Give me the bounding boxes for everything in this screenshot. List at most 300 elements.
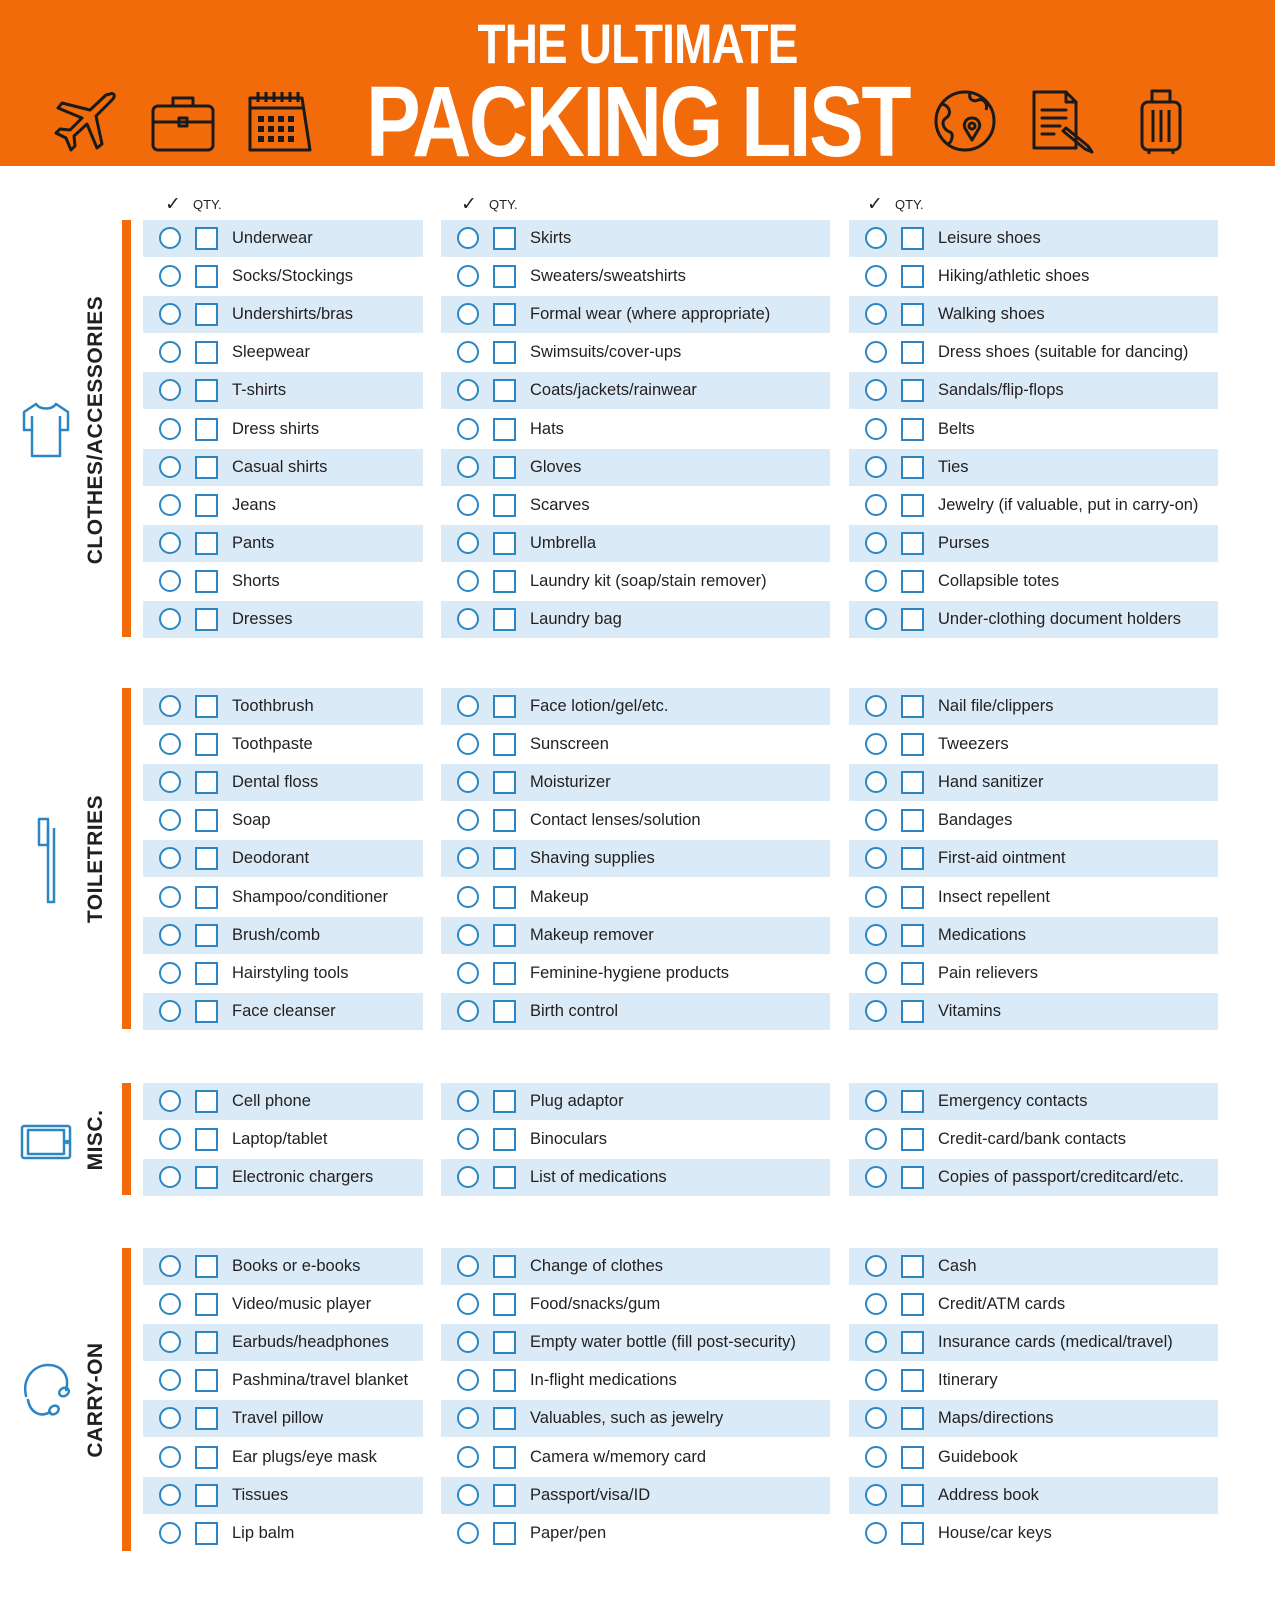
item-label: House/car keys <box>938 1523 1052 1542</box>
quantity-box[interactable] <box>195 456 218 479</box>
packed-checkbox[interactable] <box>865 924 887 946</box>
packed-checkbox[interactable] <box>159 1522 181 1544</box>
packed-checkbox[interactable] <box>457 494 479 516</box>
quantity-box[interactable] <box>493 608 516 631</box>
packed-checkbox[interactable] <box>159 265 181 287</box>
packed-checkbox[interactable] <box>865 1255 887 1277</box>
quantity-box[interactable] <box>901 847 924 870</box>
packed-checkbox[interactable] <box>457 1331 479 1353</box>
packed-checkbox[interactable] <box>865 1331 887 1353</box>
quantity-box[interactable] <box>493 1522 516 1545</box>
packed-checkbox[interactable] <box>865 1484 887 1506</box>
item-label: Guidebook <box>938 1447 1018 1466</box>
list-item <box>849 601 1218 638</box>
packed-checkbox[interactable] <box>865 1166 887 1188</box>
item-label: Gloves <box>530 457 582 476</box>
quantity-box[interactable] <box>901 1293 924 1316</box>
packed-checkbox[interactable] <box>457 809 479 831</box>
quantity-box[interactable] <box>493 418 516 441</box>
airplane-icon <box>52 88 118 154</box>
packed-checkbox[interactable] <box>159 1090 181 1112</box>
quantity-box[interactable] <box>901 1090 924 1113</box>
packed-checkbox[interactable] <box>457 1446 479 1468</box>
section-accent-bar <box>122 1248 131 1551</box>
item-label: Toothbrush <box>232 697 314 715</box>
packed-checkbox[interactable] <box>865 303 887 325</box>
quantity-box[interactable] <box>493 303 516 326</box>
quantity-box[interactable] <box>195 1446 218 1469</box>
item-label: Feminine-hygiene products <box>530 963 730 982</box>
packed-checkbox[interactable] <box>457 608 479 630</box>
list-item <box>849 449 1218 486</box>
globe-icon <box>932 88 998 154</box>
list-item <box>441 220 830 257</box>
list-item <box>143 1400 423 1437</box>
packed-checkbox[interactable] <box>457 695 479 717</box>
item-label: List of medications <box>530 1168 667 1187</box>
list-item <box>441 1324 830 1361</box>
list-item <box>849 840 1218 877</box>
item-label: Insurance cards (medical/travel) <box>938 1333 1173 1352</box>
packed-checkbox[interactable] <box>159 418 181 440</box>
list-item <box>849 764 1218 801</box>
list-item <box>143 487 423 524</box>
packed-checkbox[interactable] <box>865 847 887 869</box>
packed-checkbox[interactable] <box>457 341 479 363</box>
packed-checkbox[interactable] <box>159 1293 181 1315</box>
quantity-box[interactable] <box>493 1484 516 1507</box>
quantity-box[interactable] <box>493 733 516 756</box>
list-item <box>849 1286 1218 1323</box>
quantity-box[interactable] <box>493 886 516 909</box>
packed-checkbox[interactable] <box>865 227 887 249</box>
document-pen-icon <box>1030 88 1096 154</box>
packed-checkbox[interactable] <box>457 847 479 869</box>
item-label: Food/snacks/gum <box>530 1295 661 1314</box>
quantity-box[interactable] <box>493 1090 516 1113</box>
check-column-label: ✓ <box>165 194 181 215</box>
item-label: Camera w/memory card <box>530 1447 707 1466</box>
quantity-box[interactable] <box>493 1407 516 1430</box>
section-label: MISC. <box>84 1109 107 1171</box>
quantity-box[interactable] <box>901 962 924 985</box>
packed-checkbox[interactable] <box>457 1000 479 1022</box>
quantity-box[interactable] <box>195 418 218 441</box>
packed-checkbox[interactable] <box>159 1446 181 1468</box>
packed-checkbox[interactable] <box>865 570 887 592</box>
packed-checkbox[interactable] <box>865 1000 887 1022</box>
packed-checkbox[interactable] <box>865 1090 887 1112</box>
quantity-box[interactable] <box>493 1446 516 1469</box>
list-item <box>441 993 830 1030</box>
list-item <box>143 1477 423 1514</box>
item-label: Travel pillow <box>232 1409 324 1428</box>
toothbrush-icon <box>36 816 56 911</box>
list-item <box>143 993 423 1030</box>
section-label: CLOTHES/ACCESSORIES <box>84 295 107 564</box>
quantity-box[interactable] <box>901 1166 924 1189</box>
quantity-box[interactable] <box>195 494 218 517</box>
quantity-box[interactable] <box>901 1484 924 1507</box>
list-item <box>143 840 423 877</box>
packed-checkbox[interactable] <box>457 570 479 592</box>
quantity-box[interactable] <box>901 1255 924 1278</box>
section-accent-bar <box>122 220 131 637</box>
quantity-box[interactable] <box>901 733 924 756</box>
list-item <box>441 1286 830 1323</box>
quantity-box[interactable] <box>195 227 218 250</box>
quantity-box[interactable] <box>493 1255 516 1278</box>
packed-checkbox[interactable] <box>159 341 181 363</box>
item-label: Pain relievers <box>938 963 1038 982</box>
list-item <box>849 1121 1218 1158</box>
quantity-box[interactable] <box>901 771 924 794</box>
quantity-box[interactable] <box>195 847 218 870</box>
packed-checkbox[interactable] <box>865 608 887 630</box>
list-item <box>143 879 423 916</box>
quantity-box[interactable] <box>901 418 924 441</box>
quantity-box[interactable] <box>493 771 516 794</box>
item-label: Skirts <box>530 229 572 247</box>
packed-checkbox[interactable] <box>457 303 479 325</box>
packed-checkbox[interactable] <box>865 265 887 287</box>
quantity-box[interactable] <box>901 809 924 832</box>
packed-checkbox[interactable] <box>457 1522 479 1544</box>
item-label: Soap <box>232 811 271 830</box>
packed-checkbox[interactable] <box>457 265 479 287</box>
packed-checkbox[interactable] <box>457 1407 479 1429</box>
list-item <box>143 688 423 725</box>
packed-checkbox[interactable] <box>159 733 181 755</box>
item-label: Face lotion/gel/etc. <box>530 697 669 715</box>
packed-checkbox[interactable] <box>865 494 887 516</box>
quantity-box[interactable] <box>901 532 924 555</box>
item-label: Books or e-books <box>232 1257 361 1275</box>
quantity-box[interactable] <box>195 570 218 593</box>
item-label: Pants <box>232 533 275 552</box>
quantity-box[interactable] <box>901 379 924 402</box>
quantity-box[interactable] <box>901 1128 924 1151</box>
packed-checkbox[interactable] <box>457 1166 479 1188</box>
packed-checkbox[interactable] <box>159 847 181 869</box>
quantity-box[interactable] <box>493 809 516 832</box>
item-label: Jeans <box>232 495 277 514</box>
quantity-box[interactable] <box>901 886 924 909</box>
packed-checkbox[interactable] <box>865 1522 887 1544</box>
item-label: Maps/directions <box>938 1409 1054 1428</box>
list-item <box>143 411 423 448</box>
quantity-box[interactable] <box>493 341 516 364</box>
quantity-box[interactable] <box>195 1255 218 1278</box>
item-label: Bandages <box>938 811 1013 830</box>
packed-checkbox[interactable] <box>159 1166 181 1188</box>
packed-checkbox[interactable] <box>457 532 479 554</box>
packed-checkbox[interactable] <box>159 1484 181 1506</box>
item-label: Copies of passport/creditcard/etc. <box>938 1168 1184 1187</box>
item-label: Brush/comb <box>232 925 321 944</box>
packed-checkbox[interactable] <box>159 1407 181 1429</box>
list-item <box>441 449 830 486</box>
quantity-box[interactable] <box>195 1484 218 1507</box>
item-label: Sandals/flip-flops <box>938 381 1064 400</box>
item-label: Jewelry (if valuable, put in carry-on) <box>938 495 1199 514</box>
packed-checkbox[interactable] <box>159 1128 181 1150</box>
packed-checkbox[interactable] <box>159 494 181 516</box>
packed-checkbox[interactable] <box>865 1293 887 1315</box>
quantity-box[interactable] <box>901 1000 924 1023</box>
packed-checkbox[interactable] <box>457 1484 479 1506</box>
packed-checkbox[interactable] <box>159 303 181 325</box>
packed-checkbox[interactable] <box>159 456 181 478</box>
packed-checkbox[interactable] <box>865 809 887 831</box>
item-label: Laundry bag <box>530 610 622 628</box>
item-label: Lip balm <box>232 1523 295 1542</box>
packed-checkbox[interactable] <box>159 532 181 554</box>
quantity-box[interactable] <box>195 924 218 947</box>
quantity-box[interactable] <box>195 771 218 794</box>
quantity-box[interactable] <box>195 1369 218 1392</box>
packed-checkbox[interactable] <box>159 227 181 249</box>
packed-checkbox[interactable] <box>457 456 479 478</box>
quantity-box[interactable] <box>195 1522 218 1545</box>
item-label: Shampoo/conditioner <box>232 887 388 906</box>
quantity-box[interactable] <box>195 303 218 326</box>
list-item <box>441 372 830 409</box>
packed-checkbox[interactable] <box>159 1255 181 1277</box>
list-item <box>441 764 830 801</box>
packed-checkbox[interactable] <box>159 886 181 908</box>
packed-checkbox[interactable] <box>159 695 181 717</box>
item-label: Sweaters/sweatshirts <box>530 267 686 286</box>
item-label: Face cleanser <box>232 1001 336 1020</box>
quantity-box[interactable] <box>493 1128 516 1151</box>
item-label: Dental floss <box>232 773 319 792</box>
packed-checkbox[interactable] <box>457 1128 479 1150</box>
quantity-box[interactable] <box>195 1000 218 1023</box>
quantity-box[interactable] <box>901 695 924 718</box>
quantity-box[interactable] <box>195 1090 218 1113</box>
quantity-box[interactable] <box>493 227 516 250</box>
packed-checkbox[interactable] <box>865 733 887 755</box>
quantity-box[interactable] <box>901 1407 924 1430</box>
list-item <box>849 1515 1218 1552</box>
quantity-box[interactable] <box>901 924 924 947</box>
item-label: Birth control <box>530 1001 619 1020</box>
quantity-box[interactable] <box>901 570 924 593</box>
list-item <box>143 802 423 839</box>
list-item <box>143 917 423 954</box>
packed-checkbox[interactable] <box>457 418 479 440</box>
quantity-box[interactable] <box>195 1407 218 1430</box>
quantity-box[interactable] <box>195 608 218 631</box>
quantity-box[interactable] <box>493 532 516 555</box>
item-label: Credit-card/bank contacts <box>938 1130 1127 1149</box>
packed-checkbox[interactable] <box>457 733 479 755</box>
quantity-box[interactable] <box>901 1369 924 1392</box>
packed-checkbox[interactable] <box>457 886 479 908</box>
quantity-box[interactable] <box>195 379 218 402</box>
list-item <box>441 411 830 448</box>
quantity-box[interactable] <box>195 1166 218 1189</box>
quantity-box[interactable] <box>195 1331 218 1354</box>
quantity-box[interactable] <box>901 303 924 326</box>
quantity-box[interactable] <box>493 1166 516 1189</box>
item-label: Medications <box>938 925 1027 944</box>
packed-checkbox[interactable] <box>457 227 479 249</box>
quantity-box[interactable] <box>901 494 924 517</box>
list-item <box>849 296 1218 333</box>
quantity-box[interactable] <box>493 570 516 593</box>
quantity-box[interactable] <box>195 265 218 288</box>
item-label: Hiking/athletic shoes <box>938 267 1090 286</box>
list-item <box>441 840 830 877</box>
list-item <box>849 688 1218 725</box>
quantity-box[interactable] <box>195 886 218 909</box>
list-item <box>849 1400 1218 1437</box>
list-item <box>441 487 830 524</box>
list-item <box>143 1083 423 1120</box>
quantity-box[interactable] <box>901 1331 924 1354</box>
packed-checkbox[interactable] <box>159 809 181 831</box>
headphones-icon <box>20 1362 72 1427</box>
list-item <box>849 487 1218 524</box>
packed-checkbox[interactable] <box>865 962 887 984</box>
packed-checkbox[interactable] <box>159 924 181 946</box>
item-label: Umbrella <box>530 533 597 552</box>
packed-checkbox[interactable] <box>159 1331 181 1353</box>
item-label: Valuables, such as jewelry <box>530 1409 724 1428</box>
item-label: Leisure shoes <box>938 229 1041 247</box>
list-item <box>441 1159 830 1196</box>
list-item <box>441 1362 830 1399</box>
packed-checkbox[interactable] <box>865 456 887 478</box>
item-label: Dress shirts <box>232 419 320 438</box>
title-line-1: THE ULTIMATE <box>477 12 798 75</box>
item-label: Sleepwear <box>232 343 310 362</box>
quantity-box[interactable] <box>901 341 924 364</box>
list-item <box>441 726 830 763</box>
packed-checkbox[interactable] <box>865 1446 887 1468</box>
item-label: Undershirts/bras <box>232 305 354 324</box>
packed-checkbox[interactable] <box>865 341 887 363</box>
packed-checkbox[interactable] <box>865 532 887 554</box>
item-label: Pashmina/travel blanket <box>232 1371 409 1390</box>
list-item <box>441 802 830 839</box>
quantity-box[interactable] <box>195 695 218 718</box>
quantity-box[interactable] <box>195 1128 218 1151</box>
quantity-box[interactable] <box>901 265 924 288</box>
quantity-box[interactable] <box>195 1293 218 1316</box>
packed-checkbox[interactable] <box>865 379 887 401</box>
packed-checkbox[interactable] <box>865 418 887 440</box>
item-label: Ties <box>938 457 969 476</box>
check-column-label: ✓ <box>867 194 883 215</box>
quantity-box[interactable] <box>901 227 924 250</box>
packed-checkbox[interactable] <box>457 379 479 401</box>
item-label: Earbuds/headphones <box>232 1333 389 1352</box>
quantity-box[interactable] <box>195 733 218 756</box>
packed-checkbox[interactable] <box>457 1090 479 1112</box>
list-item <box>849 1439 1218 1476</box>
list-item <box>849 1477 1218 1514</box>
packed-checkbox[interactable] <box>457 924 479 946</box>
item-label: Socks/Stockings <box>232 267 354 286</box>
item-label: Contact lenses/solution <box>530 811 701 830</box>
quantity-box[interactable] <box>493 494 516 517</box>
list-item <box>441 917 830 954</box>
item-label: Coats/jackets/rainwear <box>530 381 697 400</box>
packed-checkbox[interactable] <box>865 1128 887 1150</box>
quantity-box[interactable] <box>493 1000 516 1023</box>
quantity-box[interactable] <box>493 1293 516 1316</box>
packed-checkbox[interactable] <box>457 962 479 984</box>
packed-checkbox[interactable] <box>159 962 181 984</box>
quantity-box[interactable] <box>493 695 516 718</box>
list-item <box>143 334 423 371</box>
quantity-box[interactable] <box>493 1331 516 1354</box>
item-label: Video/music player <box>232 1295 372 1314</box>
packed-checkbox[interactable] <box>159 1369 181 1391</box>
packed-checkbox[interactable] <box>865 771 887 793</box>
item-label: Electronic chargers <box>232 1168 374 1187</box>
quantity-box[interactable] <box>493 379 516 402</box>
packed-checkbox[interactable] <box>159 570 181 592</box>
list-item <box>441 296 830 333</box>
list-item <box>143 1362 423 1399</box>
list-item <box>849 879 1218 916</box>
packed-checkbox[interactable] <box>457 1369 479 1391</box>
qty-column-label: QTY. <box>193 197 222 212</box>
packed-checkbox[interactable] <box>159 771 181 793</box>
packed-checkbox[interactable] <box>159 379 181 401</box>
quantity-box[interactable] <box>901 1522 924 1545</box>
packed-checkbox[interactable] <box>865 695 887 717</box>
quantity-box[interactable] <box>493 962 516 985</box>
quantity-box[interactable] <box>195 532 218 555</box>
item-label: Hats <box>530 419 564 438</box>
packed-checkbox[interactable] <box>159 1000 181 1022</box>
list-item <box>143 764 423 801</box>
packed-checkbox[interactable] <box>865 886 887 908</box>
packed-checkbox[interactable] <box>457 1293 479 1315</box>
item-label: In-flight medications <box>530 1371 677 1390</box>
packed-checkbox[interactable] <box>457 771 479 793</box>
list-item <box>441 1400 830 1437</box>
list-item <box>143 258 423 295</box>
quantity-box[interactable] <box>195 962 218 985</box>
packed-checkbox[interactable] <box>865 1407 887 1429</box>
quantity-box[interactable] <box>195 341 218 364</box>
quantity-box[interactable] <box>901 1446 924 1469</box>
list-item <box>441 1477 830 1514</box>
list-item <box>441 1083 830 1120</box>
packed-checkbox[interactable] <box>457 1255 479 1277</box>
quantity-box[interactable] <box>493 265 516 288</box>
quantity-box[interactable] <box>901 456 924 479</box>
quantity-box[interactable] <box>195 809 218 832</box>
quantity-box[interactable] <box>493 456 516 479</box>
quantity-box[interactable] <box>493 924 516 947</box>
packed-checkbox[interactable] <box>159 608 181 630</box>
item-label: Shaving supplies <box>530 849 655 868</box>
list-item <box>849 220 1218 257</box>
list-item <box>143 449 423 486</box>
quantity-box[interactable] <box>901 608 924 631</box>
quantity-box[interactable] <box>493 847 516 870</box>
quantity-box[interactable] <box>493 1369 516 1392</box>
packed-checkbox[interactable] <box>865 1369 887 1391</box>
item-label: Swimsuits/cover-ups <box>530 343 682 362</box>
